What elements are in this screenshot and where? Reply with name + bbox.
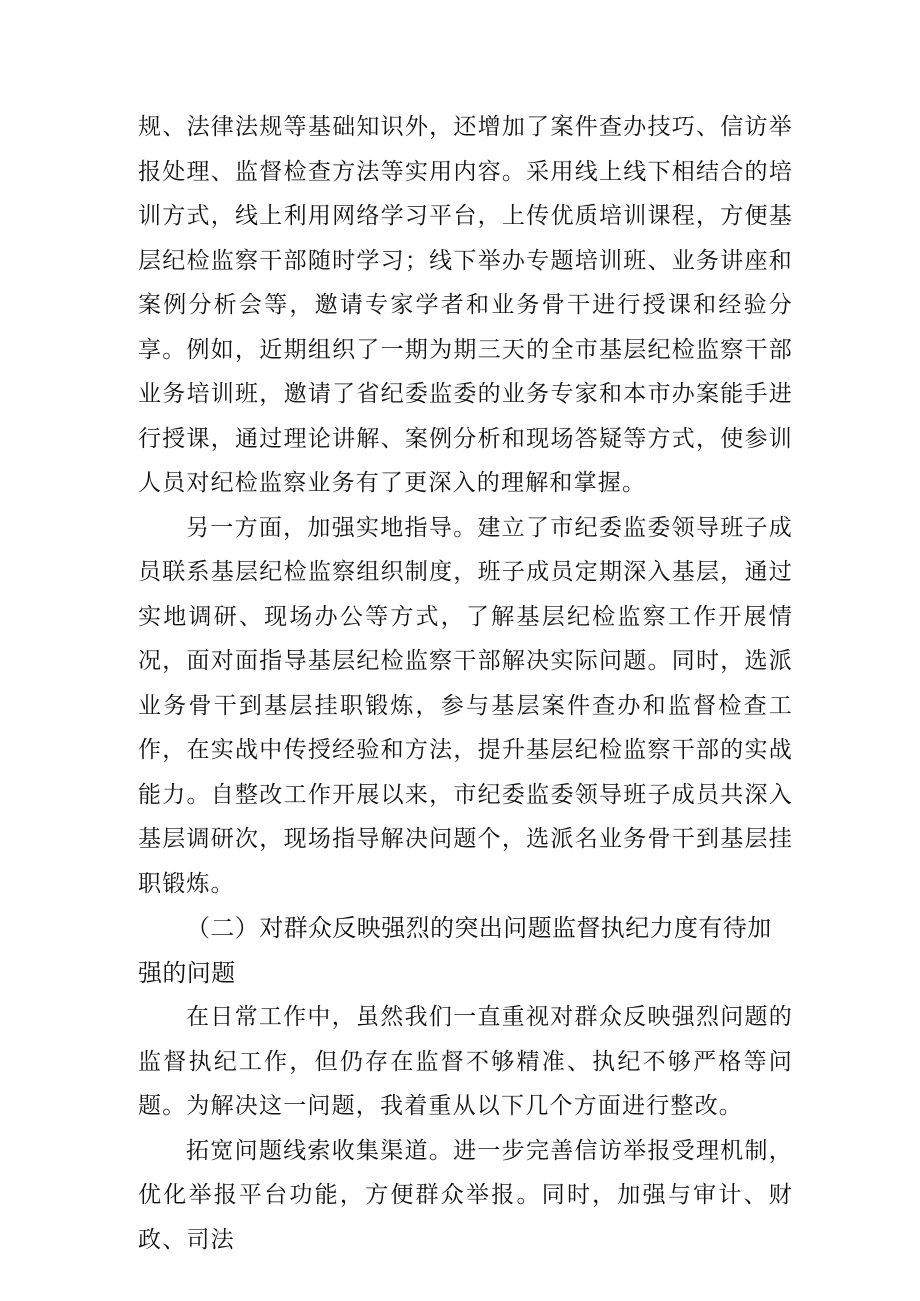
paragraph-clue-channels: 拓宽问题线索收集渠道。进一步完善信访举报受理机制，优化举报平台功能，方便群众举报。同时，加强与审计、财政、司法 xyxy=(138,1137,793,1253)
paragraph-training-methods: 规、法律法规等基础知识外，还增加了案件查办技巧、信访举报处理、监督检查方法等实用内容。采用线上线下相结合的培训方式，线上利用网络学习平台，上传优质培训课程，方便基层纪检监察干部随时学习；线下举办专题培训班、业务讲座和案例分析会等，邀请专家学者和业务骨干进行授课和经验分享。例如，近期组织了一期为期三天的全市基层纪检监察干部业务培训班，邀请了省纪委监委的业务专家和本市办案能手进行授课，通过理论讲解、案例分析和现场答疑等方式，使参训人员对纪检监察业务有了更深入的理解和掌握。 xyxy=(138,114,793,496)
document-body xyxy=(138,105,793,1262)
paragraph-onsite-guidance: 另一方面，加强实地指导。建立了市纪委监委领导班子成员联系基层纪检监察组织制度，班子成员定期深入基层，通过实地调研、现场办公等方式，了解基层纪检监察工作开展情况，面对面指导基层纪检监察干部解决实际问题。同时，选派业务骨干到基层挂职锻炼，参与基层案件查办和监督检查工作，在实战中传授经验和方法，提升基层纪检监察干部的实战能力。自整改工作开展以来，市纪委监委领导班子成员共深入基层调研次，现场指导解决问题个，选派名业务骨干到基层挂职锻炼。 xyxy=(138,514,793,897)
paragraph-supervision-issue: 在日常工作中，虽然我们一直重视对群众反映强烈问题的监督执纪工作，但仍存在监督不够精准、执纪不够严格等问题。为解决这一问题，我着重从以下几个方面进行整改。 xyxy=(138,1004,793,1119)
section-heading: （二）对群众反映强烈的突出问题监督执纪力度有待加强的问题 xyxy=(138,914,772,987)
